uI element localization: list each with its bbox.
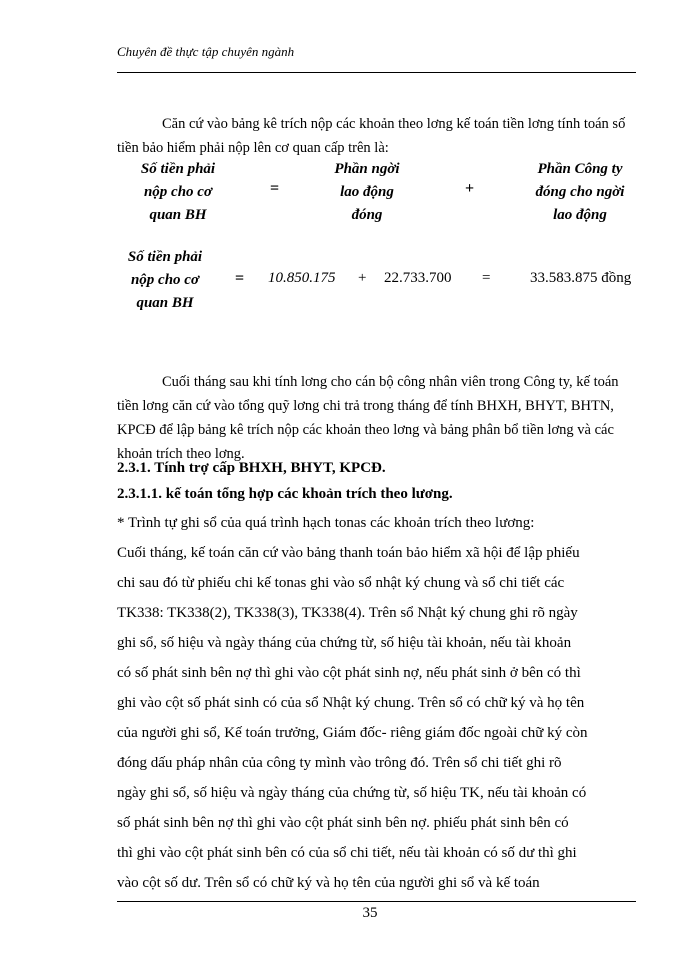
formula1-middle-line: Phần ngời [334, 161, 400, 177]
section-heading-2-3-1-1: 2.3.1.1. kế toán tổng hợp các khoản trích theo lương. [117, 486, 453, 502]
formula1-left-line: nộp cho cơ [143, 184, 213, 200]
formula1-middle-term [312, 158, 422, 227]
formula2-value1: 10.850.175 [268, 270, 336, 286]
page-header-title: Chuyên đề thực tập chuyên ngành [117, 44, 295, 59]
body-line: vào cột số dư. Trên sổ có chữ ký và họ tên của người ghi sổ và kế toán [117, 875, 540, 891]
paragraph-salary: Cuối tháng sau khi tính lơng cho cán bộ công nhân viên trong Công ty, kế toán tiền lơng căn cứ vào tổng quỹ lơng chi trả trong tháng để tính BHXH, BHYT, BHTN, KPCĐ để lập bảng kê trích nộp các khoản theo lơng và bảng phân bổ tiền lơng và các khoản trích theo lơng. [117, 374, 619, 462]
formula1-equals: = [270, 180, 280, 197]
body-line: đóng dấu pháp nhân của công ty mình vào trông đó. Trên sổ chi tiết ghi rõ [117, 755, 562, 771]
formula1-middle-line: lao động [340, 184, 394, 200]
formula2-left-term [105, 246, 225, 315]
formula1-left-term [113, 158, 243, 227]
footer-divider [117, 901, 636, 902]
body-line: ghi vào cột số phát sinh có của sổ Nhật ký chung. Trên sổ có chữ ký và họ tên [117, 695, 585, 711]
formula2-plus: + [358, 270, 367, 286]
body-line: của người ghi sổ, Kế toán trưởng, Giám đốc- riêng giám đốc ngoài chữ ký còn [117, 725, 588, 741]
formula2-left-line: nộp cho cơ [130, 272, 200, 288]
formula1-right-line: đóng cho ngời [535, 184, 625, 200]
header-divider [117, 72, 636, 73]
formula2-equals-2: = [482, 270, 491, 286]
formula2-value2: 22.733.700 [384, 270, 452, 286]
page-number: 35 [362, 905, 378, 921]
body-line: ngày ghi sổ, số hiệu và ngày tháng của chứng từ, số hiệu TK, nếu tài khoản có [117, 785, 587, 801]
formula1-left-line: Số tiền phải [140, 161, 216, 177]
body-line: * Trình tự ghi sổ của quá trình hạch tonas các khoản trích theo lương: [117, 515, 535, 531]
formula2-left-line: Số tiền phải [127, 249, 203, 265]
formula2-equals: = [235, 270, 245, 287]
formula1-right-line: Phần Công ty [537, 161, 623, 177]
formula1-plus: + [465, 180, 475, 197]
formula1-left-line: quan BH [149, 207, 207, 223]
formula2-left-line: quan BH [136, 295, 194, 311]
body-line: ghi sổ, số hiệu và ngày tháng của chứng từ, số hiệu tài khoản, nếu tài khoản [117, 635, 572, 651]
body-line: thì ghi vào cột phát sinh bên có của sổ chi tiết, nếu tài khoản có số dư thì ghi [117, 845, 577, 861]
body-line: Cuối tháng, kế toán căn cứ vào bảng thanh toán bảo hiểm xã hội để lập phiếu [117, 545, 580, 561]
body-line: có số phát sinh bên nợ thì ghi vào cột phát sinh nợ, nếu phát sinh ở bên có thì [117, 665, 581, 681]
body-line: số phát sinh bên nợ thì ghi vào cột phát sinh bên nợ. phiếu phát sinh bên có [117, 815, 569, 831]
body-text-block [117, 508, 647, 898]
section-heading-2-3-1: 2.3.1. Tính trợ cấp BHXH, BHYT, KPCĐ. [117, 460, 386, 476]
body-line: chi sau đó từ phiếu chi kế tonas ghi vào sổ nhật ký chung và sổ chi tiết các [117, 575, 565, 591]
body-line: TK338: TK338(2), TK338(3), TK338(4). Trên sổ Nhật ký chung ghi rõ ngày [117, 605, 578, 621]
intro-paragraph: Căn cứ vào bảng kê trích nộp các khoản theo lơng kế toán tiền lơng tính toán số tiền bảo hiểm phải nộp lên cơ quan cấp trên là: [117, 116, 626, 156]
formula1-middle-line: đóng [351, 207, 383, 223]
formula1-right-term [515, 158, 645, 227]
formula2-result: 33.583.875 đồng [530, 270, 632, 286]
formula1-right-line: lao động [553, 207, 607, 223]
